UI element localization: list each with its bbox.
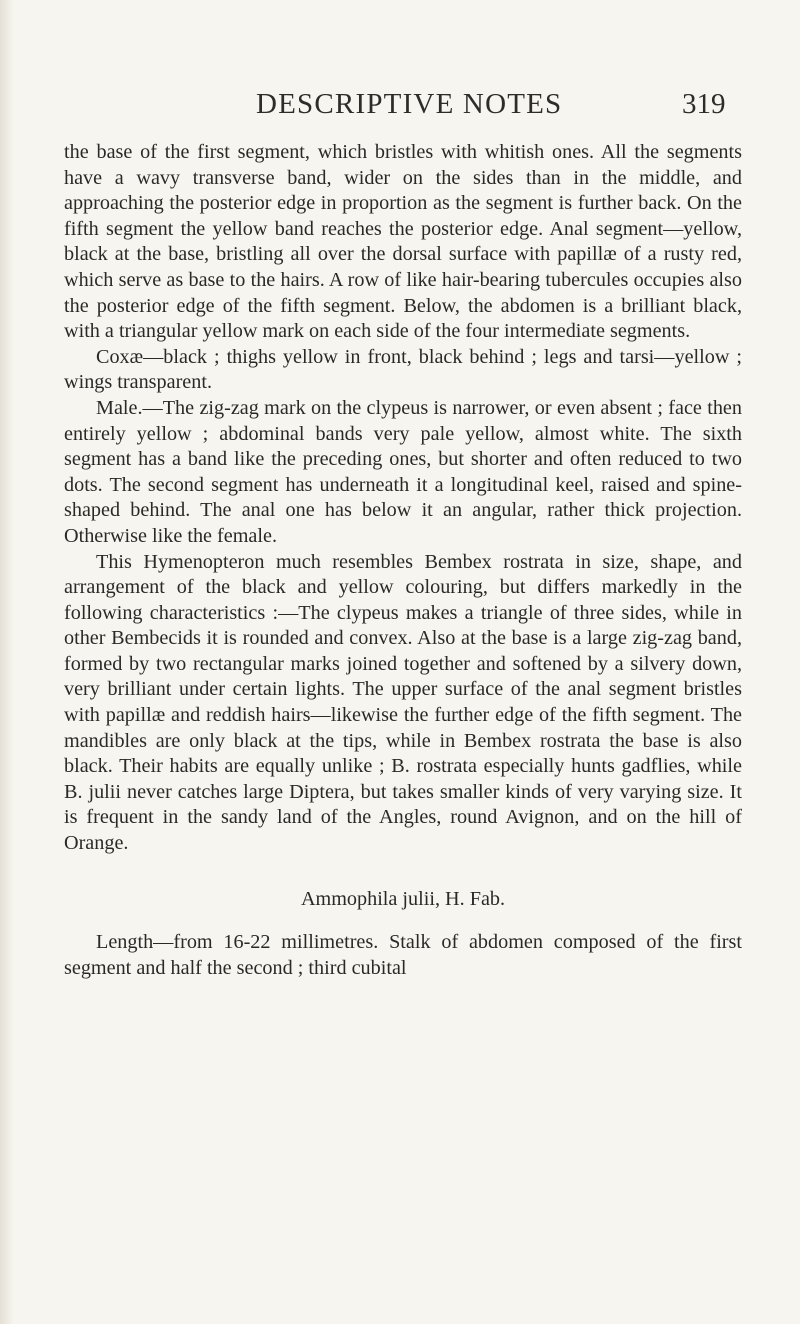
page-number: 319	[682, 88, 726, 120]
paragraph-length: Length—from 16-22 millimetres. Stalk of abdomen composed of the first segment and half the second ; third cubital	[64, 931, 742, 979]
body-text	[64, 140, 742, 981]
running-head: DESCRIPTIVE NOTES	[256, 88, 563, 120]
page-edge-shadow	[0, 0, 14, 1324]
paragraph-abdomen: the base of the first segment, which bristles with whitish ones. All the segments have a wavy transverse band, wider on the sides than in the middle, and approaching the posterior edge in proportion as the segment is further back. On the fifth segment the yellow band reaches the posterior edge. Anal segment—yellow, black at the base, bristling all over the dorsal surface with papillæ of a rusty red, which serve as base to the hairs. A row of like hair-bearing tubercules occupies also the posterior edge of the fifth segment. Below, the abdomen is a brilliant black, with a triangular yellow mark on each side of the four intermediate segments.	[64, 141, 742, 343]
page-header	[256, 88, 756, 128]
species-title: Ammophila julii, H. Fab.	[300, 887, 506, 910]
paragraph-comparison: This Hymenopteron much resembles Bembex rostrata in size, shape, and arrangement of the black and yellow colouring, but differs markedly in the following characteristics :—The clypeus makes a triangle of three sides, while in other Bembecids it is rounded and convex. Also at the base is a large zig-zag band, formed by two rectangular marks joined together and softened by a silvery down, very brilliant under certain lights. The upper surface of the anal segment bristles with papillæ and reddish hairs—likewise the further edge of the fifth segment. The mandibles are only black at the tips, while in Bembex rostrata the base is also black. Their habits are equally unlike ; B. rostrata especially hunts gadflies, while B. julii never catches large Diptera, but takes smaller kinds of very varying size. It is frequent in the sandy land of the Angles, round Avignon, and on the hill of Orange.	[64, 550, 742, 855]
paragraph-coxae: Coxæ—black ; thighs yellow in front, black behind ; legs and tarsi—yellow ; wings transparent.	[64, 345, 742, 394]
paragraph-male: Male.—The zig-zag mark on the clypeus is narrower, or even absent ; face then entirely yellow ; abdominal bands very pale yellow, almost white. The sixth segment has a band like the preceding ones, but shorter and often reduced to two dots. The second segment has underneath it a longitudinal keel, raised and spine-shaped behind. The anal one has below it an angular, rather thick projection. Otherwise like the female.	[64, 396, 742, 547]
